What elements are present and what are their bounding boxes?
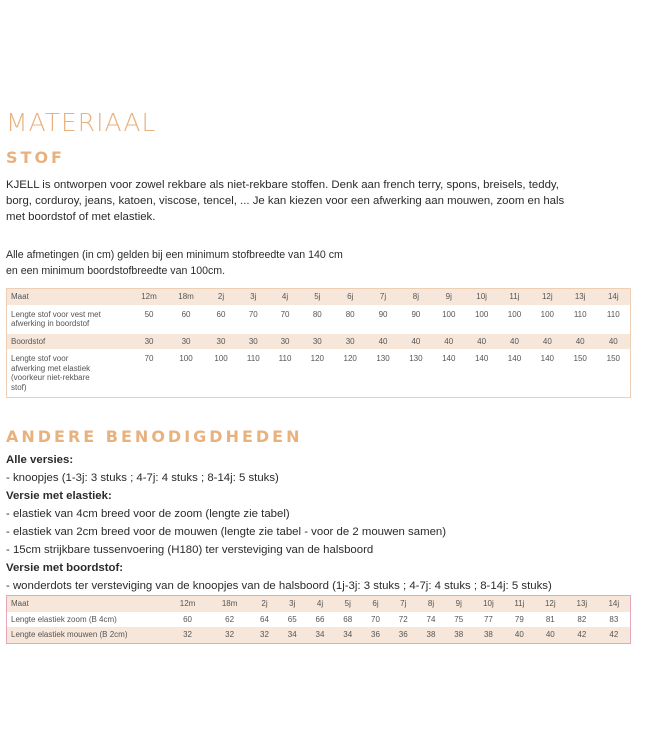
intro-line-2: borg, corduroy, jeans, katoen, viscose, tencel, ... Je kan kiezen voor een afwerking aan mouwen, zoom en hals [6, 195, 565, 207]
table-cell: 34 [287, 630, 297, 639]
header-label: Maat [11, 599, 29, 608]
intro-line-1: KJELL is ontworpen voor zowel rekbare als niet-rekbare stoffen. Denk aan french terry, spons, breisels, teddy, [6, 179, 559, 191]
row-label [7, 349, 131, 398]
row-label-line: Lengte stof voor [11, 354, 69, 363]
table-cell: 120 [310, 354, 324, 363]
size-header: 8j [412, 292, 420, 301]
list-item: - wonderdots ter versteviging van de knoopjes van de halsboord (1j-3j: 3 stuks ; 4-7j: 4 stuks ; 8-14j: 5 stuks) [6, 580, 552, 592]
size-header: 12j [544, 599, 556, 608]
table-cell: 79 [514, 614, 524, 624]
size-header: 10j [483, 599, 494, 608]
dimensions-note-line-1: Alle afmetingen (in cm) gelden bij een minimum stofbreedte van 140 cm [6, 249, 343, 261]
table-row [7, 349, 631, 398]
group-label-all-versions: Alle versies: [6, 454, 74, 466]
table-header-row [7, 289, 631, 305]
table-cell: 60 [181, 309, 191, 319]
table-cell: 38 [454, 630, 464, 639]
list-item: - knoopjes (1-3j: 3 stuks ; 4-7j: 4 stuks ; 8-14j: 5 stuks) [6, 472, 279, 484]
table-cell: 140 [540, 354, 555, 363]
table-cell: 30 [216, 336, 226, 346]
table-cell: 30 [181, 336, 191, 346]
table-cell: 32 [225, 630, 235, 639]
size-header: 14j [608, 599, 620, 608]
table-cell: 30 [144, 336, 154, 346]
table-cell: 100 [507, 309, 522, 319]
table-cell: 40 [514, 630, 524, 639]
table-cell: 150 [573, 354, 587, 363]
size-header: 12j [541, 292, 553, 301]
row-label-line: Boordstof [11, 336, 46, 346]
table-cell: 130 [409, 354, 423, 363]
size-header: 9j [455, 599, 462, 608]
table-cell: 36 [371, 630, 380, 639]
table-cell: 42 [577, 630, 587, 639]
table-cell: 40 [510, 336, 519, 346]
table-cell: 32 [183, 630, 192, 639]
intro-line-3: met boordstof of met elastiek. [6, 211, 156, 223]
table-cell: 83 [609, 614, 619, 624]
table-cell: 62 [225, 614, 235, 624]
size-header: 13j [576, 599, 588, 608]
dimensions-note-line-2: en een minimum boordstofbreedte van 100cm. [6, 265, 226, 277]
table-cell: 34 [343, 630, 353, 639]
table-cell: 100 [214, 354, 228, 363]
table-row [7, 627, 631, 643]
list-item: - elastiek van 2cm breed voor de mouwen (lengte zie tabel - voor de 2 mouwen samen) [6, 526, 447, 538]
table-cell: 40 [608, 336, 618, 346]
size-header: 18m [221, 599, 238, 608]
table-cell: 100 [442, 309, 456, 319]
table-cell: 90 [378, 309, 388, 319]
table-cell: 60 [183, 614, 192, 624]
row-label: Lengte elastiek zoom (B 4cm) [11, 614, 117, 624]
size-header: 9j [445, 292, 452, 301]
fabric-table [6, 288, 631, 398]
table-cell: 110 [278, 354, 292, 363]
row-label-line: (voorkeur niet-rekbare [11, 373, 90, 382]
table-cell: 74 [426, 614, 436, 624]
table-cell: 70 [280, 309, 290, 319]
size-header: 14j [607, 292, 619, 301]
table-cell: 30 [345, 336, 355, 346]
table-cell: 34 [315, 630, 325, 639]
row-label-line: Lengte stof voor vest met [11, 309, 101, 319]
table-cell: 68 [343, 614, 353, 624]
table-row [7, 305, 631, 334]
table-cell: 150 [606, 354, 620, 363]
table-cell: 80 [312, 309, 322, 319]
table-cell: 65 [287, 614, 297, 624]
size-header: 6j [372, 599, 379, 608]
size-header: 8j [427, 599, 435, 608]
table-cell: 75 [454, 614, 464, 624]
size-header: 11j [509, 292, 520, 301]
table-header-row [7, 596, 631, 612]
size-header: 2j [261, 599, 268, 608]
size-header: 7j [400, 599, 407, 608]
table-cell: 110 [606, 309, 620, 319]
size-header: 11j [514, 599, 525, 608]
size-header: 12m [141, 292, 157, 301]
table-cell: 36 [398, 630, 408, 639]
table-cell: 38 [426, 630, 436, 639]
table-cell: 100 [540, 309, 555, 319]
table-cell: 30 [248, 336, 258, 346]
elastic-table [6, 595, 631, 644]
table-cell: 40 [545, 630, 555, 639]
table-cell: 80 [345, 309, 355, 319]
table-cell: 40 [444, 336, 454, 346]
table-cell: 100 [179, 354, 193, 363]
page-title: MATERIAAL [6, 108, 157, 137]
table-cell: 66 [315, 614, 325, 624]
table-cell: 40 [477, 336, 487, 346]
row-label: Lengte elastiek mouwen (B 2cm) [11, 630, 128, 639]
size-header: 4j [316, 599, 324, 608]
table-cell: 81 [545, 614, 555, 624]
table-cell: 140 [474, 354, 489, 363]
table-cell: 32 [260, 630, 269, 639]
row-label [7, 334, 131, 350]
table-cell: 30 [280, 336, 290, 346]
list-item: - 15cm strijkbare tussenvoering (H180) ter versteviging van de halsboord [6, 544, 374, 556]
row-label-line: afwerking met elastiek [11, 363, 91, 373]
table-cell: 77 [483, 614, 493, 624]
table-cell: 72 [398, 614, 408, 624]
table-cell: 140 [442, 354, 456, 363]
table-cell: 70 [371, 614, 380, 624]
section-title-stof: STOF [6, 148, 65, 167]
size-header: 4j [281, 292, 289, 301]
table-cell: 40 [575, 336, 585, 346]
table-cell: 40 [542, 336, 552, 346]
size-header: 12m [179, 599, 196, 608]
size-header: 7j [379, 292, 387, 301]
table-cell: 82 [577, 614, 587, 624]
table-row [7, 334, 631, 350]
table-cell: 60 [216, 309, 226, 319]
table-cell: 42 [609, 630, 619, 639]
table-cell: 38 [483, 630, 493, 639]
table-cell: 40 [411, 336, 421, 346]
size-header: 3j [250, 292, 257, 301]
header-label: Maat [11, 292, 29, 301]
row-label [7, 305, 131, 334]
table-cell: 30 [312, 336, 322, 346]
table-cell: 110 [573, 309, 587, 319]
table-row [7, 612, 631, 628]
size-header: 13j [574, 292, 586, 301]
table-cell: 130 [376, 354, 390, 363]
size-header: 2j [217, 292, 225, 301]
size-header: 6j [347, 292, 354, 301]
table-cell: 140 [507, 354, 522, 363]
table-cell: 120 [343, 354, 357, 363]
size-header: 3j [289, 599, 296, 608]
list-item: - elastiek van 4cm breed voor de zoom (lengte zie tabel) [6, 508, 290, 520]
size-header: 5j [314, 292, 321, 301]
section-title-benodigdheden: ANDERE BENODIGDHEDEN [6, 427, 303, 446]
table-cell: 110 [246, 354, 260, 363]
row-label-line: afwerking in boordstof [11, 319, 90, 328]
group-label-elastic: Versie met elastiek: [6, 490, 112, 502]
group-label-ribbing: Versie met boordstof: [6, 562, 124, 574]
table-cell: 64 [260, 614, 269, 624]
table-cell: 90 [411, 309, 421, 319]
size-header: 18m [178, 292, 194, 301]
table-cell: 70 [144, 354, 154, 363]
table-cell: 50 [144, 309, 154, 319]
table-cell: 40 [378, 336, 388, 346]
table-cell: 70 [248, 309, 258, 319]
row-label-line: stof) [11, 382, 27, 392]
size-header: 5j [344, 599, 351, 608]
size-header: 10j [476, 292, 487, 301]
table-cell: 100 [474, 309, 489, 319]
